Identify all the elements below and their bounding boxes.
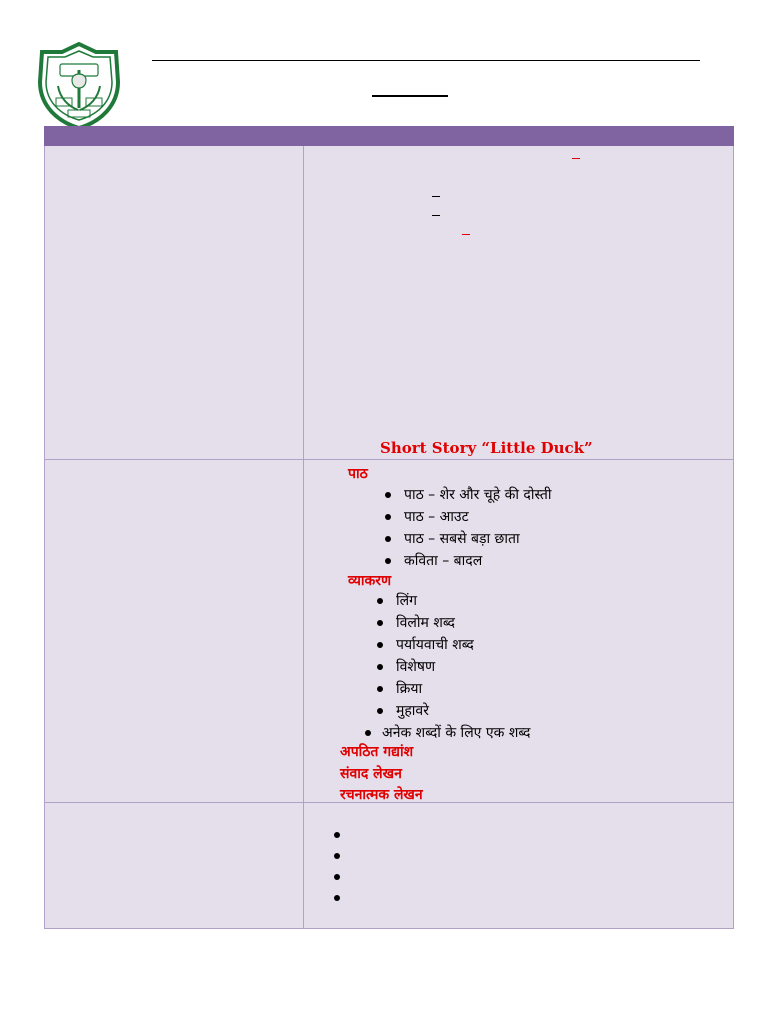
bullet [377, 642, 383, 648]
title-underline [372, 95, 448, 97]
bullet [385, 536, 391, 542]
list-item: कविता – बादल [404, 553, 483, 569]
dash-mark [432, 215, 440, 216]
heading-rule [152, 60, 700, 61]
list-item: पाठ – आउट [404, 509, 469, 525]
list-item: विशेषण [396, 659, 436, 675]
table-row [44, 146, 734, 460]
bullet [377, 686, 383, 692]
dash-mark [462, 234, 470, 235]
dash-mark [572, 158, 580, 159]
bullet [334, 832, 340, 838]
syllabus-table [44, 126, 734, 929]
list-item: पाठ – शेर और चूहे की दोस्ती [404, 487, 552, 503]
lessons-heading: पाठ [348, 466, 368, 482]
table-header-bar [44, 126, 734, 146]
story-title: Short Story “Little Duck” [380, 439, 593, 457]
bullet [334, 874, 340, 880]
list-item: पर्यायवाची शब्द [396, 637, 474, 653]
bullet [365, 730, 371, 736]
bullet [385, 492, 391, 498]
bullet [377, 664, 383, 670]
list-item: मुहावरे [396, 703, 429, 719]
list-item: क्रिया [396, 681, 423, 697]
bullet [377, 708, 383, 714]
bullet [385, 514, 391, 520]
extra-heading-creative: रचनात्मक लेखन [340, 787, 423, 803]
list-item: लिंग [396, 593, 417, 609]
bullet [334, 853, 340, 859]
grammar-heading: व्याकरण [348, 573, 392, 589]
bullet [377, 620, 383, 626]
bullet [385, 558, 391, 564]
extra-heading-comprehension: अपठित गद्यांश [340, 744, 414, 760]
bullet [377, 598, 383, 604]
school-crest-icon [38, 42, 120, 130]
dash-mark [432, 196, 440, 197]
bullet [334, 895, 340, 901]
list-item: अनेक शब्दों के लिए एक शब्द [382, 725, 531, 741]
extra-heading-dialogue: संवाद लेखन [340, 766, 402, 782]
table-row [44, 803, 734, 929]
list-item: पाठ – सबसे बड़ा छाता [404, 531, 520, 547]
list-item: विलोम शब्द [396, 615, 455, 631]
